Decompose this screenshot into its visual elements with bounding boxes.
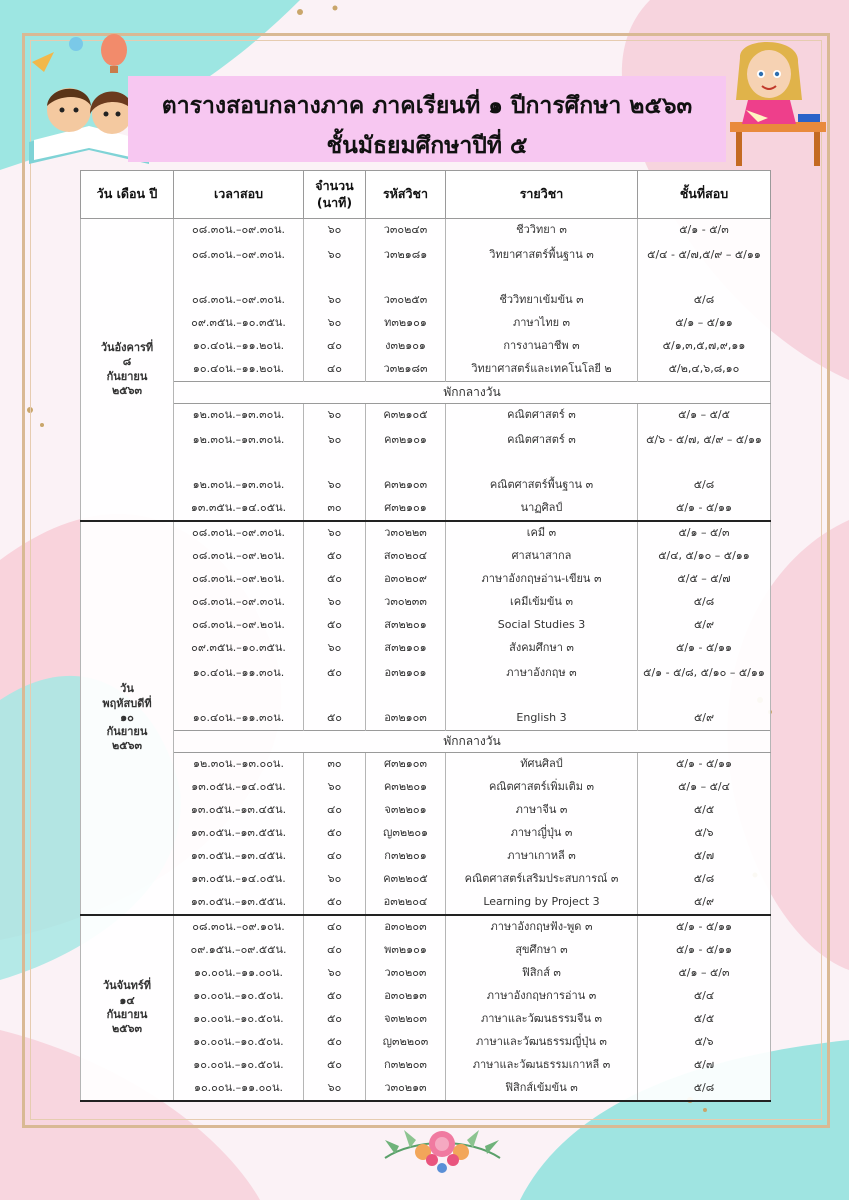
cell-minutes: ๖๐ <box>304 776 366 799</box>
cell-minutes: ๖๐ <box>304 289 366 312</box>
cell-class: ๕/๗ <box>638 1054 771 1077</box>
lunch-break-label: พักกลางวัน <box>174 731 771 753</box>
cell-time: ๑๓.๐๕น.–๑๔.๐๕น. <box>174 776 304 799</box>
cell-time: ๐๘.๓๐น.–๐๙.๑๐น. <box>174 915 304 939</box>
cell-subject: ภาษาอังกฤษฟัง-พูด ๓ <box>446 915 638 939</box>
cell-minutes: ๔๐ <box>304 939 366 962</box>
cell-time: ๑๐.๔๐น.–๑๑.๒๐น. <box>174 358 304 382</box>
day-label-line: ๑๐ <box>120 710 134 724</box>
cell-time: ๑๐.๔๐น.–๑๑.๒๐น. <box>174 335 304 358</box>
cell-subject: ทัศนศิลป์ <box>446 753 638 777</box>
cell-code: ว๓๐๒๓๓ <box>366 591 446 614</box>
day-label-line: ๑๔ <box>119 993 135 1007</box>
cell-class: ๕/๘ <box>638 1077 771 1101</box>
cell-subject: คณิตศาสตร์พื้นฐาน ๓ <box>446 474 638 497</box>
cell-time: ๐๙.๓๕น.–๑๐.๓๕น. <box>174 637 304 660</box>
cell-time: ๐๘.๓๐น.–๐๙.๓๐น. <box>174 242 304 289</box>
cell-class: ๕/๘ <box>638 591 771 614</box>
cell-class: ๕/๕ – ๕/๗ <box>638 568 771 591</box>
cell-minutes: ๓๐ <box>304 753 366 777</box>
table-row <box>81 962 771 985</box>
cell-code: ค๓๒๒๐๕ <box>366 868 446 891</box>
cell-minutes: ๕๐ <box>304 985 366 1008</box>
table-row <box>81 242 771 289</box>
cell-class: ๕/๑ – ๕/๔ <box>638 776 771 799</box>
table-row <box>81 521 771 545</box>
table-row <box>81 591 771 614</box>
cell-class: ๕/๔ - ๕/๗,๕/๙ – ๕/๑๑ <box>638 242 771 289</box>
cell-subject: ภาษาอังกฤษอ่าน-เขียน ๓ <box>446 568 638 591</box>
cell-minutes: ๕๐ <box>304 660 366 707</box>
cell-subject: ภาษาจีน ๓ <box>446 799 638 822</box>
cell-minutes: ๖๐ <box>304 219 366 243</box>
cell-time: ๑๐.๐๐น.–๑๑.๐๐น. <box>174 1077 304 1101</box>
cell-class: ๕/๑ – ๕/๓ <box>638 521 771 545</box>
cell-class: ๕/๑ – ๕/๑๑ <box>638 312 771 335</box>
day-label-line: วันจันทร์ที่ <box>102 979 152 993</box>
cell-time: ๐๘.๓๐น.–๐๙.๓๐น. <box>174 289 304 312</box>
cell-subject: ภาษาและวัฒนธรรมเกาหลี ๓ <box>446 1054 638 1077</box>
lunch-break-row <box>81 382 771 404</box>
cell-class: ๕/๙ <box>638 707 771 731</box>
flower-ornament <box>375 1108 510 1180</box>
cell-class: ๕/๘ <box>638 289 771 312</box>
cell-minutes: ๖๐ <box>304 868 366 891</box>
cell-class: ๕/๑ - ๕/๑๑ <box>638 497 771 521</box>
table-row <box>81 1031 771 1054</box>
cell-class: ๕/๑ - ๕/๑๑ <box>638 915 771 939</box>
cell-code: พ๓๒๑๐๑ <box>366 939 446 962</box>
table-row <box>81 868 771 891</box>
cell-subject: ภาษาและวัฒนธรรมญี่ปุ่น ๓ <box>446 1031 638 1054</box>
cell-subject: คณิตศาสตร์เพิ่มเติม ๓ <box>446 776 638 799</box>
cell-code: ค๓๒๒๐๑ <box>366 776 446 799</box>
cell-class: ๕/๖ <box>638 822 771 845</box>
table-row <box>81 219 771 243</box>
cell-subject: นาฏศิลป์ <box>446 497 638 521</box>
cell-code: ค๓๒๑๐๕ <box>366 404 446 428</box>
cell-minutes: ๔๐ <box>304 358 366 382</box>
cell-time: ๐๘.๓๐น.–๐๙.๒๐น. <box>174 614 304 637</box>
cell-minutes: ๓๐ <box>304 497 366 521</box>
cell-class: ๕/๑ - ๕/๘, ๕/๑๐ – ๕/๑๑ <box>638 660 771 707</box>
cell-class: ๕/๑ - ๕/๑๑ <box>638 637 771 660</box>
cell-subject: ภาษาและวัฒนธรรมจีน ๓ <box>446 1008 638 1031</box>
cell-time: ๑๒.๓๐น.–๑๓.๓๐น. <box>174 474 304 497</box>
header-date: วัน เดือน ปี <box>81 171 174 219</box>
day-cell <box>81 915 174 1101</box>
table-row <box>81 335 771 358</box>
table-row <box>81 822 771 845</box>
cell-code: อ๓๐๒๐๙ <box>366 568 446 591</box>
lunch-break-label: พักกลางวัน <box>174 382 771 404</box>
table-row <box>81 753 771 777</box>
cell-time: ๑๓.๐๕น.–๑๔.๐๕น. <box>174 868 304 891</box>
cell-time: ๑๐.๐๐น.–๑๐.๕๐น. <box>174 1008 304 1031</box>
cell-code: อ๓๐๒๐๓ <box>366 915 446 939</box>
table-row <box>81 404 771 428</box>
cell-time: ๑๐.๐๐น.–๑๑.๐๐น. <box>174 962 304 985</box>
cell-class: ๕/๗ <box>638 845 771 868</box>
cell-time: ๑๐.๐๐น.–๑๐.๕๐น. <box>174 1031 304 1054</box>
table-row <box>81 891 771 915</box>
cell-subject: การงานอาชีพ ๓ <box>446 335 638 358</box>
cell-time: ๐๘.๓๐น.–๐๙.๓๐น. <box>174 591 304 614</box>
table-row <box>81 939 771 962</box>
cell-minutes: ๕๐ <box>304 1031 366 1054</box>
table-row <box>81 799 771 822</box>
day-label-line: กันยายน <box>106 725 148 739</box>
day-label-line: วัน <box>120 682 134 696</box>
cell-code: ค๓๒๑๐๓ <box>366 474 446 497</box>
cell-time: ๐๘.๓๐น.–๐๙.๒๐น. <box>174 545 304 568</box>
cell-subject: English 3 <box>446 707 638 731</box>
day-label-line: ๒๕๖๓ <box>111 739 143 753</box>
cell-class: ๕/๑ - ๕/๑๑ <box>638 753 771 777</box>
day-label-line: วันอังคารที่ <box>100 340 154 354</box>
cell-code: ง๓๒๑๐๑ <box>366 335 446 358</box>
table-body <box>81 219 771 1102</box>
cell-subject: เคมี ๓ <box>446 521 638 545</box>
cell-time: ๑๒.๓๐น.–๑๓.๓๐น. <box>174 427 304 474</box>
page-title: ตารางสอบกลางภาค ภาคเรียนที่ ๑ ปีการศึกษา ๒๕๖๓ <box>161 93 693 119</box>
day-label-line: ๒๕๖๓ <box>111 383 143 397</box>
cell-class: ๕/๑ - ๕/๓ <box>638 219 771 243</box>
cell-minutes: ๖๐ <box>304 312 366 335</box>
cell-class: ๕/๙ <box>638 614 771 637</box>
cell-subject: คณิตศาสตร์เสริมประสบการณ์ ๓ <box>446 868 638 891</box>
cell-code: ค๓๒๑๐๑ <box>366 427 446 474</box>
cell-class: ๕/๔, ๕/๑๐ – ๕/๑๑ <box>638 545 771 568</box>
cell-class: ๕/๑ – ๕/๕ <box>638 404 771 428</box>
day-label-line: กันยายน <box>106 1008 148 1021</box>
cell-subject: เคมีเข้มข้น ๓ <box>446 591 638 614</box>
page-subtitle: ชั้นมัธยมศึกษาปีที่ ๕ <box>326 133 528 159</box>
cell-time: ๐๘.๓๐น.–๐๙.๓๐น. <box>174 521 304 545</box>
cell-minutes: ๔๐ <box>304 799 366 822</box>
cell-minutes: ๕๐ <box>304 822 366 845</box>
cell-minutes: ๖๐ <box>304 637 366 660</box>
cell-subject: ภาษาญี่ปุ่น ๓ <box>446 822 638 845</box>
table-row <box>81 289 771 312</box>
cell-minutes: ๖๐ <box>304 521 366 545</box>
cell-code: อ๓๒๑๐๓ <box>366 707 446 731</box>
cell-class: ๕/๖ - ๕/๗, ๕/๙ – ๕/๑๑ <box>638 427 771 474</box>
table-row <box>81 1077 771 1101</box>
cell-class: ๕/๘ <box>638 868 771 891</box>
cell-code: จ๓๒๒๐๑ <box>366 799 446 822</box>
cell-minutes: ๖๐ <box>304 242 366 289</box>
cell-code: จ๓๒๒๐๓ <box>366 1008 446 1031</box>
cell-class: ๕/๘ <box>638 474 771 497</box>
exam-schedule-table <box>80 170 771 1102</box>
cell-subject: ชีววิทยาเข้มข้น ๓ <box>446 289 638 312</box>
cell-class: ๕/๑ – ๕/๓ <box>638 962 771 985</box>
cell-subject: ภาษาไทย ๓ <box>446 312 638 335</box>
cell-code: ว๓๐๒๑๓ <box>366 1077 446 1101</box>
table-row <box>81 497 771 521</box>
cell-subject: ภาษาอังกฤษ ๓ <box>446 660 638 707</box>
cell-code: ว๓๒๑๘๑ <box>366 242 446 289</box>
cell-minutes: ๖๐ <box>304 591 366 614</box>
cell-minutes: ๖๐ <box>304 474 366 497</box>
cell-class: ๕/๒,๔,๖,๘,๑๐ <box>638 358 771 382</box>
cell-code: ส๓๒๒๐๑ <box>366 614 446 637</box>
table-row <box>81 660 771 707</box>
day-label-line: ๘ <box>122 355 132 369</box>
cell-code: ญ๓๒๒๐๓ <box>366 1031 446 1054</box>
cell-minutes: ๕๐ <box>304 614 366 637</box>
table-row <box>81 427 771 474</box>
cell-time: ๑๓.๐๕น.–๑๓.๔๕น. <box>174 845 304 868</box>
cell-code: อ๓๒๑๐๑ <box>366 660 446 707</box>
cell-time: ๑๐.๐๐น.–๑๐.๕๐น. <box>174 985 304 1008</box>
cell-subject: วิทยาศาสตร์พื้นฐาน ๓ <box>446 242 638 289</box>
cell-class: ๕/๕ <box>638 1008 771 1031</box>
cell-minutes: ๖๐ <box>304 427 366 474</box>
cell-time: ๑๒.๓๐น.–๑๓.๓๐น. <box>174 404 304 428</box>
cell-subject: วิทยาศาสตร์และเทคโนโลยี ๒ <box>446 358 638 382</box>
cell-subject: ฟิสิกส์ ๓ <box>446 962 638 985</box>
cell-code: อ๓๒๒๐๔ <box>366 891 446 915</box>
cell-subject: สุขศึกษา ๓ <box>446 939 638 962</box>
cell-subject: คณิตศาสตร์ ๓ <box>446 404 638 428</box>
cell-class: ๕/๙ <box>638 891 771 915</box>
cell-code: ว๓๐๒๔๓ <box>366 219 446 243</box>
day-label-line: กันยายน <box>106 369 148 383</box>
cell-minutes: ๖๐ <box>304 1077 366 1101</box>
table-row <box>81 1054 771 1077</box>
cell-code: ส๓๐๒๐๔ <box>366 545 446 568</box>
day-cell <box>81 521 174 915</box>
cell-minutes: ๔๐ <box>304 845 366 868</box>
cell-subject: Social Studies 3 <box>446 614 638 637</box>
header-time: เวลาสอบ <box>174 171 304 219</box>
cell-class: ๕/๕ <box>638 799 771 822</box>
cell-code: ว๓๐๒๕๓ <box>366 289 446 312</box>
cell-class: ๕/๑,๓,๕,๗,๙,๑๑ <box>638 335 771 358</box>
table-header-row <box>81 171 771 219</box>
cell-code: ว๓๐๒๒๓ <box>366 521 446 545</box>
table-row <box>81 474 771 497</box>
header-class: ชั้นที่สอบ <box>638 171 771 219</box>
day-label-line: ๒๕๖๓ <box>111 1022 143 1036</box>
cell-time: ๑๓.๐๕น.–๑๓.๕๕น. <box>174 822 304 845</box>
cell-code: ท๓๒๑๐๑ <box>366 312 446 335</box>
day-cell <box>81 219 174 522</box>
cell-time: ๑๓.๓๕น.–๑๔.๐๕น. <box>174 497 304 521</box>
cell-subject: ชีววิทยา ๓ <box>446 219 638 243</box>
cell-time: ๑๐.๐๐น.–๑๐.๕๐น. <box>174 1054 304 1077</box>
header-minutes: จำนวน (นาที) <box>304 171 366 219</box>
cell-code: อ๓๐๒๑๓ <box>366 985 446 1008</box>
cell-code: ญ๓๒๒๐๑ <box>366 822 446 845</box>
cell-class: ๕/๔ <box>638 985 771 1008</box>
cell-time: ๑๒.๓๐น.–๑๓.๐๐น. <box>174 753 304 777</box>
cell-minutes: ๕๐ <box>304 568 366 591</box>
cell-time: ๑๐.๔๐น.–๑๑.๓๐น. <box>174 660 304 707</box>
cell-time: ๑๓.๐๕น.–๑๓.๔๕น. <box>174 799 304 822</box>
cell-minutes: ๕๐ <box>304 891 366 915</box>
cell-time: ๑๓.๐๕น.–๑๓.๕๕น. <box>174 891 304 915</box>
table-row <box>81 1008 771 1031</box>
cell-minutes: ๔๐ <box>304 335 366 358</box>
cell-time: ๐๘.๓๐น.–๐๙.๒๐น. <box>174 568 304 591</box>
header-code: รหัสวิชา <box>366 171 446 219</box>
cell-class: ๕/๖ <box>638 1031 771 1054</box>
table-row <box>81 776 771 799</box>
day-label-line: พฤหัสบดีที่ <box>102 696 152 710</box>
cell-code: ส๓๒๑๐๑ <box>366 637 446 660</box>
table-row <box>81 312 771 335</box>
cell-code: ว๓๒๑๘๓ <box>366 358 446 382</box>
table-row <box>81 985 771 1008</box>
cell-code: ก๓๒๒๐๓ <box>366 1054 446 1077</box>
lunch-break-row <box>81 731 771 753</box>
table-row <box>81 915 771 939</box>
cell-minutes: ๖๐ <box>304 404 366 428</box>
cell-minutes: ๕๐ <box>304 1008 366 1031</box>
girl-at-desk-illustration <box>718 40 830 168</box>
cell-code: ศ๓๒๑๐๓ <box>366 753 446 777</box>
cell-subject: คณิตศาสตร์ ๓ <box>446 427 638 474</box>
cell-time: ๐๙.๑๕น.–๐๙.๕๕น. <box>174 939 304 962</box>
table-row <box>81 545 771 568</box>
table-row <box>81 707 771 731</box>
cell-minutes: ๕๐ <box>304 1054 366 1077</box>
cell-time: ๐๙.๓๕น.–๑๐.๓๕น. <box>174 312 304 335</box>
table-row <box>81 358 771 382</box>
cell-subject: สังคมศึกษา ๓ <box>446 637 638 660</box>
cell-time: ๑๐.๔๐น.–๑๑.๓๐น. <box>174 707 304 731</box>
cell-code: ศ๓๒๑๐๑ <box>366 497 446 521</box>
cell-code: ว๓๐๒๐๓ <box>366 962 446 985</box>
cell-subject: ภาษาเกาหลี ๓ <box>446 845 638 868</box>
cell-minutes: ๖๐ <box>304 962 366 985</box>
cell-subject: ฟิสิกส์เข้มข้น ๓ <box>446 1077 638 1101</box>
cell-code: ก๓๒๒๐๑ <box>366 845 446 868</box>
cell-subject: Learning by Project 3 <box>446 891 638 915</box>
table-row <box>81 637 771 660</box>
cell-time: ๐๘.๓๐น.–๐๙.๓๐น. <box>174 219 304 243</box>
cell-subject: ภาษาอังกฤษการอ่าน ๓ <box>446 985 638 1008</box>
table-row <box>81 568 771 591</box>
table-row <box>81 614 771 637</box>
cell-minutes: ๔๐ <box>304 915 366 939</box>
cell-class: ๕/๑ - ๕/๑๑ <box>638 939 771 962</box>
cell-minutes: ๕๐ <box>304 707 366 731</box>
header-subject: รายวิชา <box>446 171 638 219</box>
table-row <box>81 845 771 868</box>
cell-minutes: ๕๐ <box>304 545 366 568</box>
cell-subject: ศาสนาสากล <box>446 545 638 568</box>
